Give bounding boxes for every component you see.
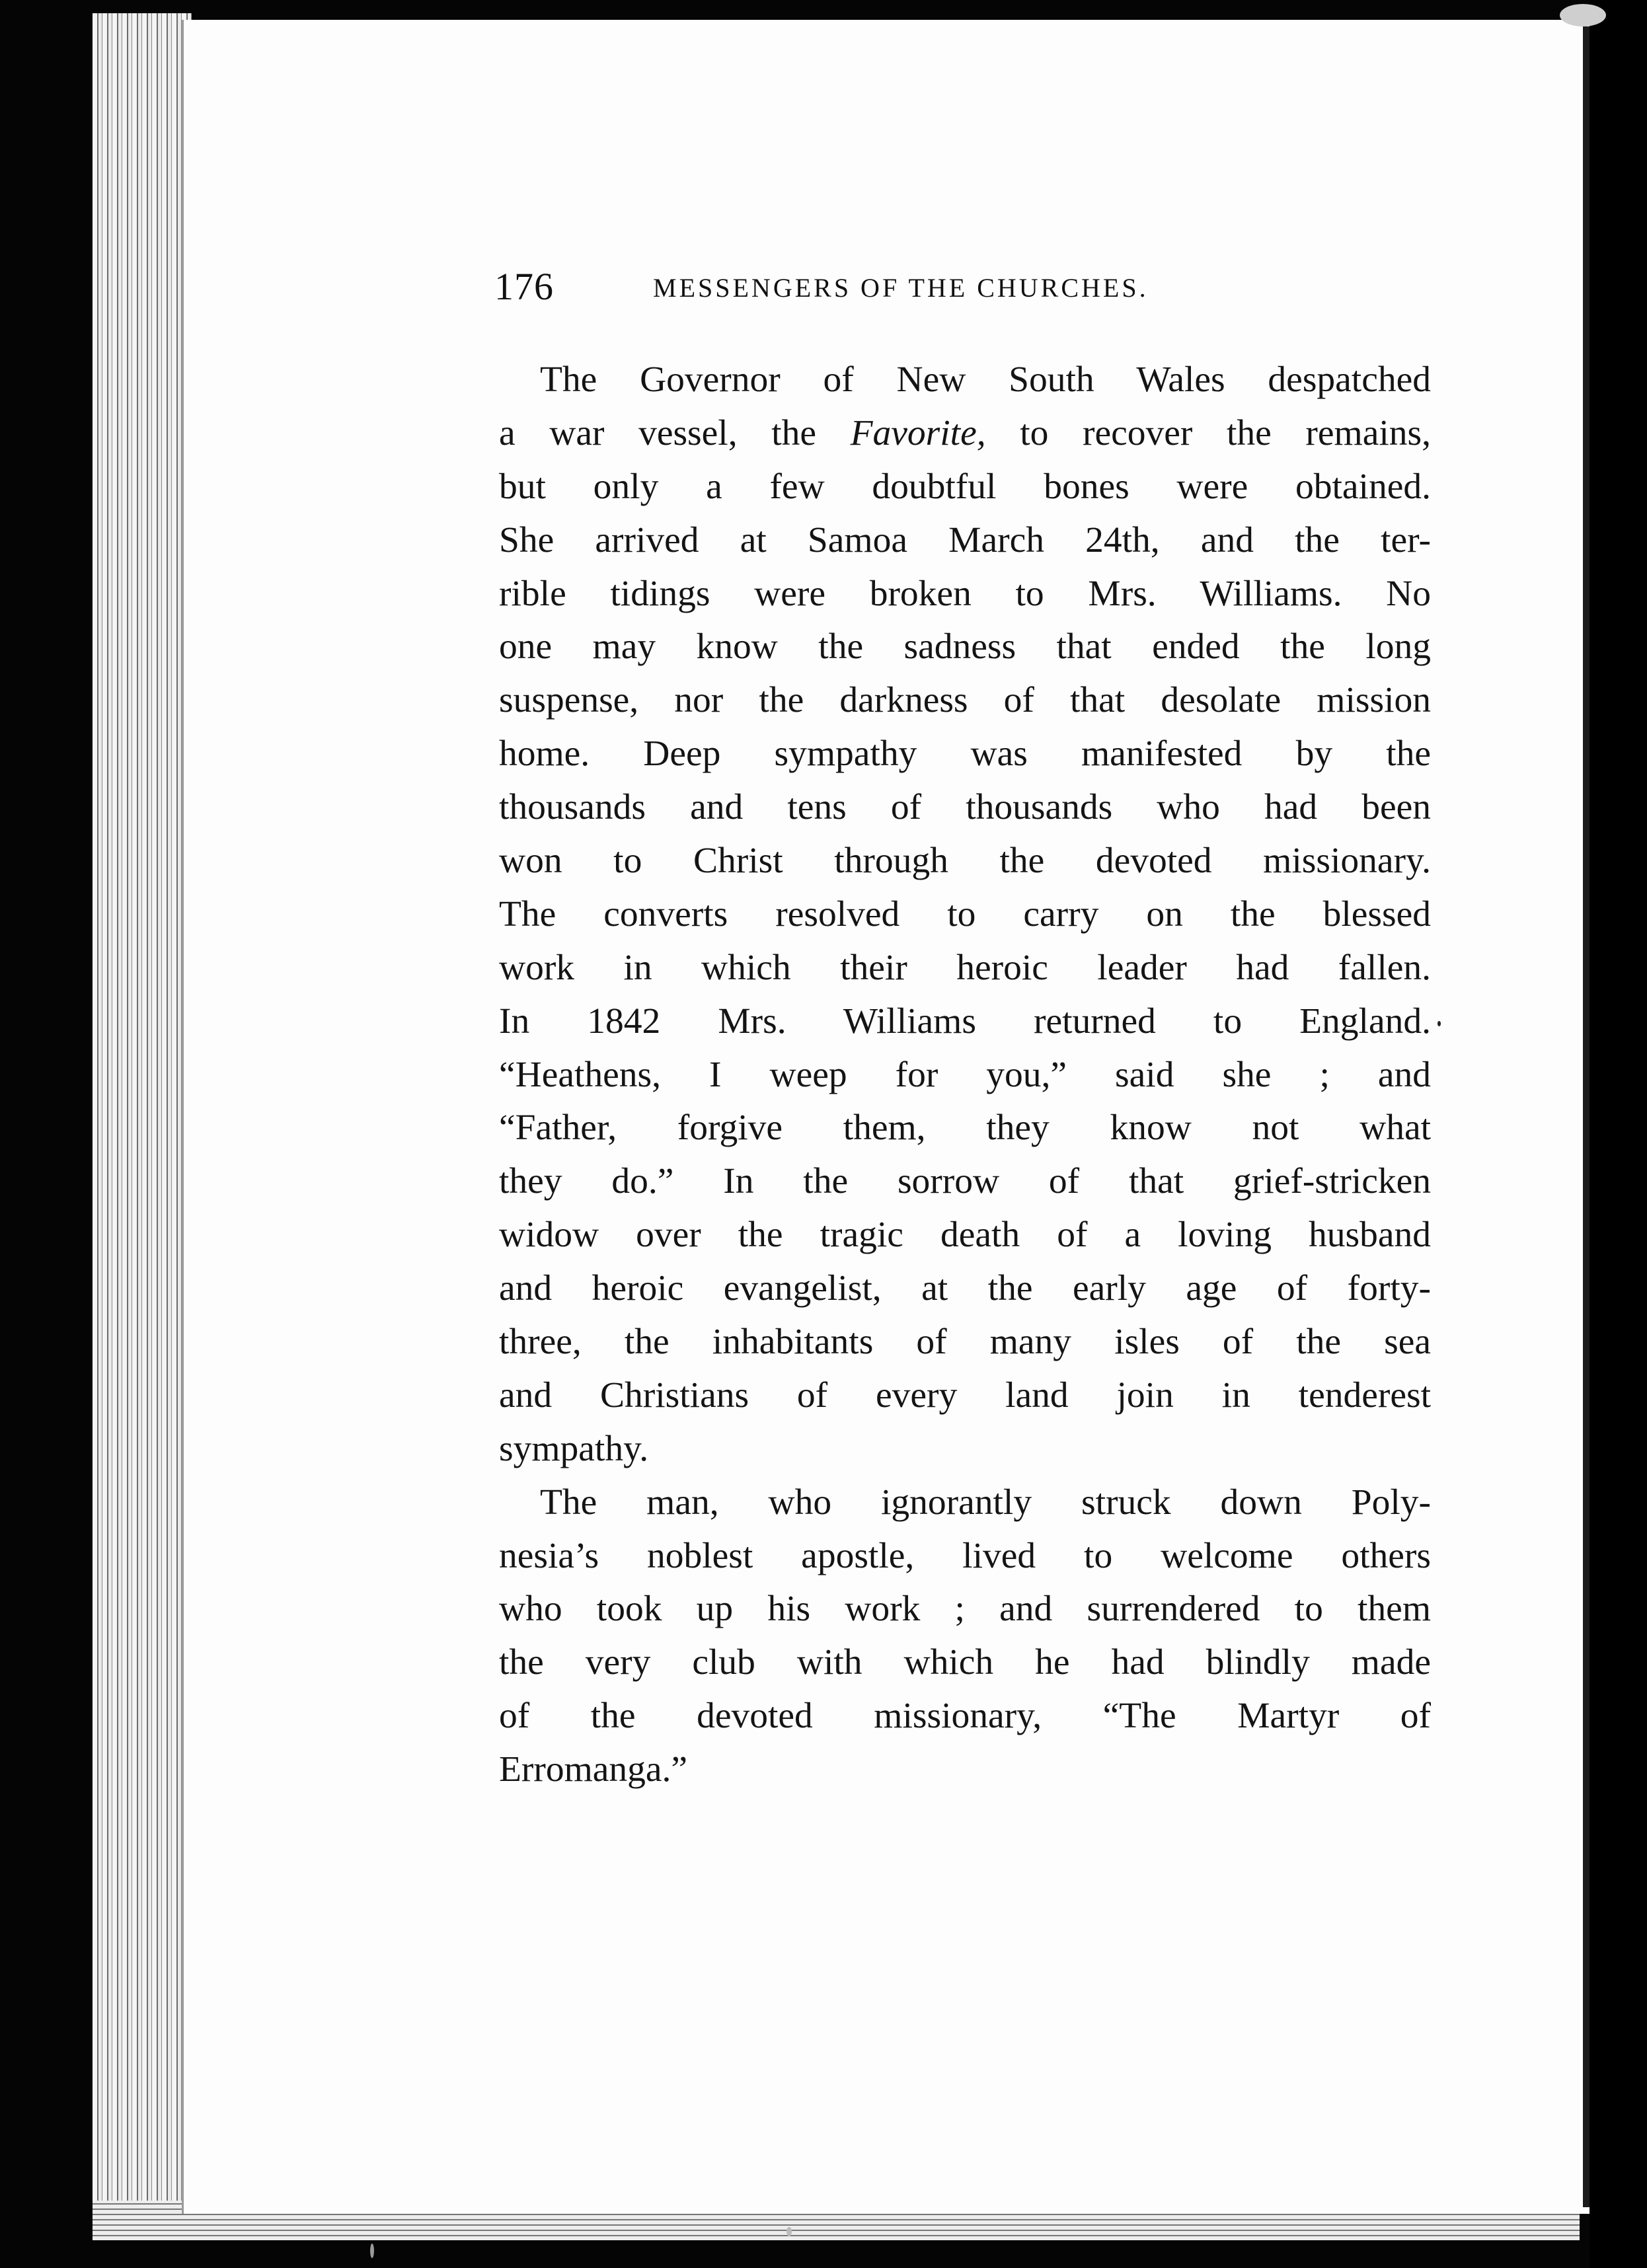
text-line: Erromanga.” <box>499 1749 688 1790</box>
text-line: widow over the tragic death of a loving husband <box>499 1215 1431 1256</box>
page-gutter-shadow <box>1583 26 1590 2207</box>
text-line: they do.” In the sorrow of that grief-stricken <box>499 1161 1431 1202</box>
scan-speck <box>786 2227 792 2236</box>
page-edge-stack <box>93 13 192 2240</box>
text-line: home. Deep sympathy was manifested by the <box>499 734 1431 775</box>
scan-speck <box>1437 1021 1441 1026</box>
text-line: “Heathens, I weep for you,” said she ; and <box>499 1054 1431 1095</box>
scan-speck <box>1560 4 1606 26</box>
text-line: She arrived at Samoa March 24th, and the ter- <box>499 519 1431 560</box>
page-header <box>494 264 1314 311</box>
text-line: nesia’s noblest apostle, lived to welcome others <box>499 1535 1431 1576</box>
body-text <box>499 354 1431 1797</box>
ship-name: Favorite, <box>850 412 986 453</box>
text-line: rible tidings were broken to Mrs. Williams. No <box>499 573 1431 614</box>
text-line: thousands and tens of thousands who had been <box>499 787 1431 828</box>
text-line: won to Christ through the devoted missionary. <box>499 841 1431 882</box>
text-line: The man, who ignorantly struck down Poly- <box>540 1482 1431 1523</box>
scan-speck <box>370 2244 374 2258</box>
text-line: three, the inhabitants of many isles of the sea <box>499 1322 1431 1363</box>
text-line: “Father, forgive them, they know not what <box>499 1108 1431 1149</box>
text-line: In 1842 Mrs. Williams returned to England. <box>499 1001 1431 1041</box>
text-line: the very club with which he had blindly made <box>499 1642 1431 1683</box>
page-gutter <box>1590 0 1647 2268</box>
text-line: suspense, nor the darkness of that desolate mission <box>499 680 1431 721</box>
text-line: of the devoted missionary, “The Martyr of <box>499 1696 1431 1737</box>
running-head: MESSENGERS OF THE CHURCHES. <box>653 273 1149 303</box>
text-line: but only a few doubtful bones were obtained. <box>499 466 1431 507</box>
page-number: 176 <box>494 265 554 308</box>
text-line: sympathy. <box>499 1428 649 1469</box>
text-line: and heroic evangelist, at the early age of forty- <box>499 1268 1431 1309</box>
text-line: work in which their heroic leader had fallen. <box>499 947 1431 988</box>
text-line: The converts resolved to carry on the blessed <box>499 893 1431 934</box>
text-line: one may know the sadness that ended the long <box>499 626 1431 667</box>
text-line: who took up his work ; and surrendered to them <box>499 1589 1431 1630</box>
text-line-with-italic: a war vessel, the Favorite, to recover the remains, <box>499 412 1431 453</box>
text-line: The Governor of New South Wales despatched <box>540 359 1431 400</box>
text-line: and Christians of every land join in tenderest <box>499 1375 1431 1416</box>
